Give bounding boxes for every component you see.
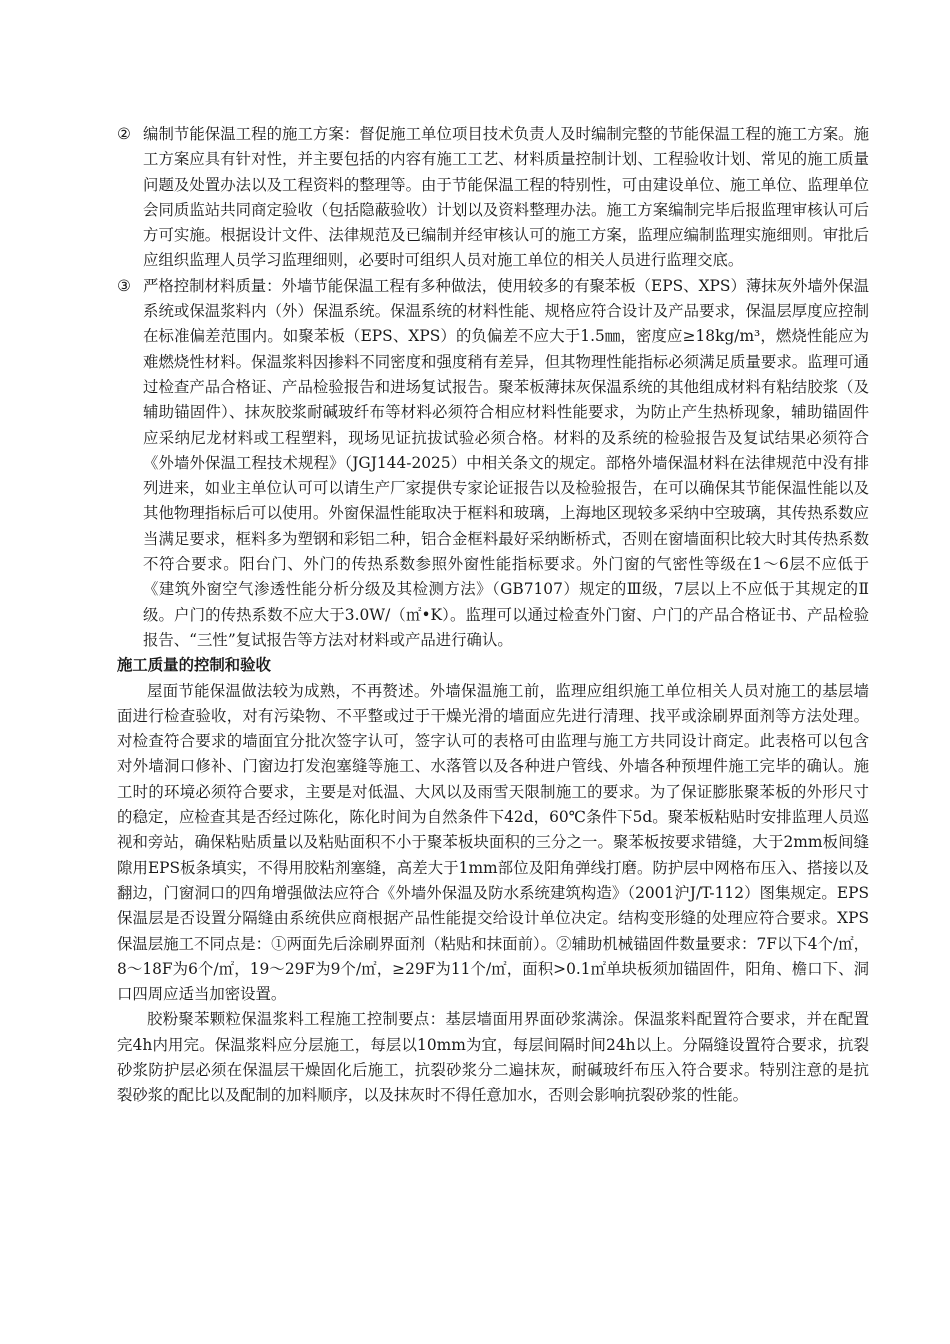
body-paragraph-2: 胶粉聚苯颗粒保温浆料工程施工控制要点：基层墙面用界面砂浆满涂。保温浆料配置符合要求，并在配置完4h内用完。保温浆料应分层施工，每层以10mm为宜，每层间隔时间24h以上。分隔缝设置符合要求，抗裂砂浆防护层必须在保温层干燥固化后施工，抗裂砂浆分二遍抹灰，耐碱玻纤布压入符合要求。特别注意的是抗裂砂浆的配比以及配制的加料顺序，以及抹灰时不得任意加水，否则会影响抗裂砂浆的性能。 bbox=[117, 1010, 869, 1105]
section-heading: 施工质量的控制和验收 bbox=[117, 656, 271, 675]
list-marker: ② bbox=[117, 125, 131, 143]
list-item-text: 编制节能保温工程的施工方案：督促施工单位项目技术负责人及时编制完整的节能保温工程的施工方案。施工方案应具有针对性，并主要包括的内容有施工工艺、材料质量控制计划、工程验收计划、常见的施工质量问题及处置办法以及工程资料的整理等。由于节能保温工程的特别性，可由建设单位、施工单位、监理单位会同质监站共同商定验收（包括隐蔽验收）计划以及资料整理办法。施工方案编制完毕后报监理审核认可后方可实施。根据设计文件、法律规范及已编制并经审核认可的施工方案，监理应编制监理实施细则。审批后应组织监理人员学习监理细则，必要时可组织人员对施工单位的相关人员进行监理交底。 bbox=[143, 125, 869, 270]
list-item-3 bbox=[117, 274, 869, 653]
document-page bbox=[117, 122, 869, 1109]
body-paragraph-1: 屋面节能保温做法较为成熟，不再赘述。外墙保温施工前，监理应组织施工单位相关人员对施工的基层墙面进行检查验收，对有污染物、不平整或过于干燥光滑的墙面应先进行清理、找平或涂刷界面剂等方法处理。对检查符合要求的墙面宜分批次签字认可，签字认可的表格可由监理与施工方共同设计商定。此表格可以包含对外墙洞口修补、门窗边打发泡塞缝等施工、水落管以及各种进户管线、外墙各种预埋件施工完毕的确认。施工时的环境必须符合要求，主要是对低温、大风以及雨雪天限制施工的要求。为了保证膨胀聚苯板的外形尺寸的稳定，应检查其是否经过陈化，陈化时间为自然条件下42d，60℃条件下5d。聚苯板粘贴时安排监理人员巡视和旁站，确保粘贴质量以及粘贴面积不小于聚苯板块面积的三分之一。聚苯板按要求错缝，大于2mm板间缝隙用EPS板条填实，不得用胶粘剂塞缝，高差大于1mm部位及阳角弹线打磨。防护层中网格布压入、搭接以及翻边，门窗洞口的四角增强做法应符合《外墙外保温及防水系统建筑构造》（2001沪J/T-112）图集规定。EPS保温层是否设置分隔缝由系统供应商根据产品性能提交给设计单位决定。结构变形缝的处理应符合要求。XPS保温层施工不同点是：①两面先后涂刷界面剂（粘贴和抹面前）。②辅助机械锚固件数量要求：7F以下4个/㎡，8～18F为6个/㎡，19～29F为9个/㎡，≥29F为11个/㎡，面积>0.1㎡单块板须加锚固件，阳角、檐口下、洞口四周应适当加密设置。 bbox=[117, 681, 869, 1004]
list-item-text: 严格控制材料质量：外墙节能保温工程有多种做法，使用较多的有聚苯板（EPS、XPS）薄抹灰外墙外保温系统或保温浆料内（外）保温系统。保温系统的材料性能、规格应符合设计及产品要求，保温层厚度应控制在标准偏差范围内。如聚苯板（EPS、XPS）的负偏差不应大于1.5㎜，密度应≥18kg/m³，燃烧性能应为难燃烧性材料。保温浆料因掺料不同密度和强度稍有差异，但其物理性能指标必须满足质量要求。监理可通过检查产品合格证、产品检验报告和进场复试报告。聚苯板薄抹灰保温系统的其他组成材料有粘结胶浆（及辅助锚固件）、抹灰胶浆耐碱玻纤布等材料必须符合相应材料性能要求，为防止产生热桥现象，辅助锚固件应采纳尼龙材料或工程塑料，现场见证抗拔试验必须合格。材料的及系统的检验报告及复试结果必须符合《外墙外保温工程技术规程》（JGJ144-2025）中相关条文的规定。部格外墙保温材料在法律规范中没有排列进来，如业主单位认可可以请生产厂家提供专家论证报告以及检验报告，在可以确保其节能保温性能以及其他物理指标后可以使用。外窗保温性能取决于框料和玻璃，上海地区现较多采纳中空玻璃，其传热系数应当满足要求，框料多为塑钢和彩铝二种，铝合金框料最好采纳断桥式，否则在窗墙面积比较大时其传热系数不符合要求。阳台门、外门的传热系数参照外窗性能指标要求。外门窗的气密性等级在1～6层不应低于《建筑外窗空气渗透性能分析分级及其检测方法》（GB7107）规定的Ⅲ级，7层以上不应低于其规定的Ⅱ级。户门的传热系数不应大于3.0W/（㎡•K）。监理可以通过检查外门窗、户门的产品合格证书、产品检验报告、“三性”复试报告等方法对材料或产品进行确认。 bbox=[143, 276, 869, 649]
list-item-2 bbox=[117, 122, 869, 274]
list-marker: ③ bbox=[117, 276, 131, 295]
